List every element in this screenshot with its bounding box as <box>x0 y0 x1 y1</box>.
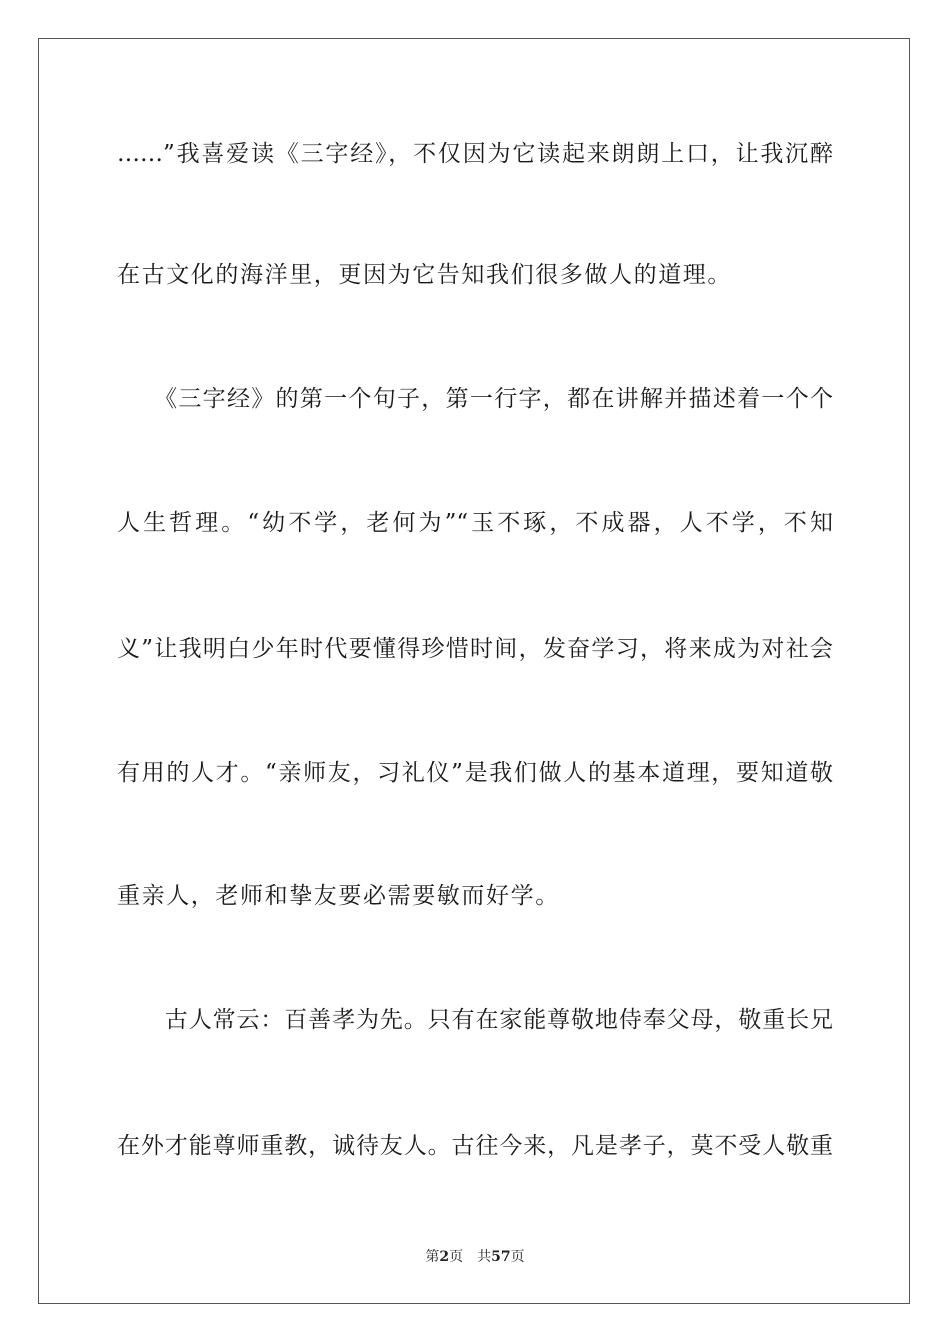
page-suffix: 页 <box>449 1249 464 1265</box>
page-footer <box>0 1248 950 1266</box>
text-line-9: 在外才能尊师重教，诚待友人。古往今来，凡是孝子，莫不受人敬重 <box>117 1133 833 1159</box>
text-line-5: 义”让我明白少年时代要懂得珍惜时间，发奋学习，将来成为对社会 <box>117 636 833 662</box>
page-number: 2 <box>439 1249 450 1265</box>
text-line-1: ……”我喜爱读《三字经》，不仅因为它读起来朗朗上口，让我沉醉 <box>117 141 833 167</box>
text-line-8: 古人常云：百善孝为先。只有在家能尊敬地侍奉父母，敬重长兄 <box>117 1007 833 1033</box>
total-prefix: 共 <box>477 1249 492 1265</box>
total-suffix: 页 <box>510 1249 525 1265</box>
text-line-7: 重亲人，老师和挚友要必需要敏而好学。 <box>117 883 560 909</box>
text-line-4: 人生哲理。“幼不学，老何为”“玉不琢，不成器，人不学，不知 <box>117 510 833 536</box>
text-line-6: 有用的人才。“亲师友，习礼仪”是我们做人的基本道理，要知道敬 <box>117 760 833 786</box>
total-pages: 57 <box>491 1249 511 1265</box>
page-prefix: 第 <box>425 1249 440 1265</box>
text-line-2: 在古文化的海洋里，更因为它告知我们很多做人的道理。 <box>117 262 732 288</box>
text-line-3: 《三字经》的第一个句子，第一行字，都在讲解并描述着一个个 <box>117 386 833 412</box>
page-border <box>38 38 910 1304</box>
